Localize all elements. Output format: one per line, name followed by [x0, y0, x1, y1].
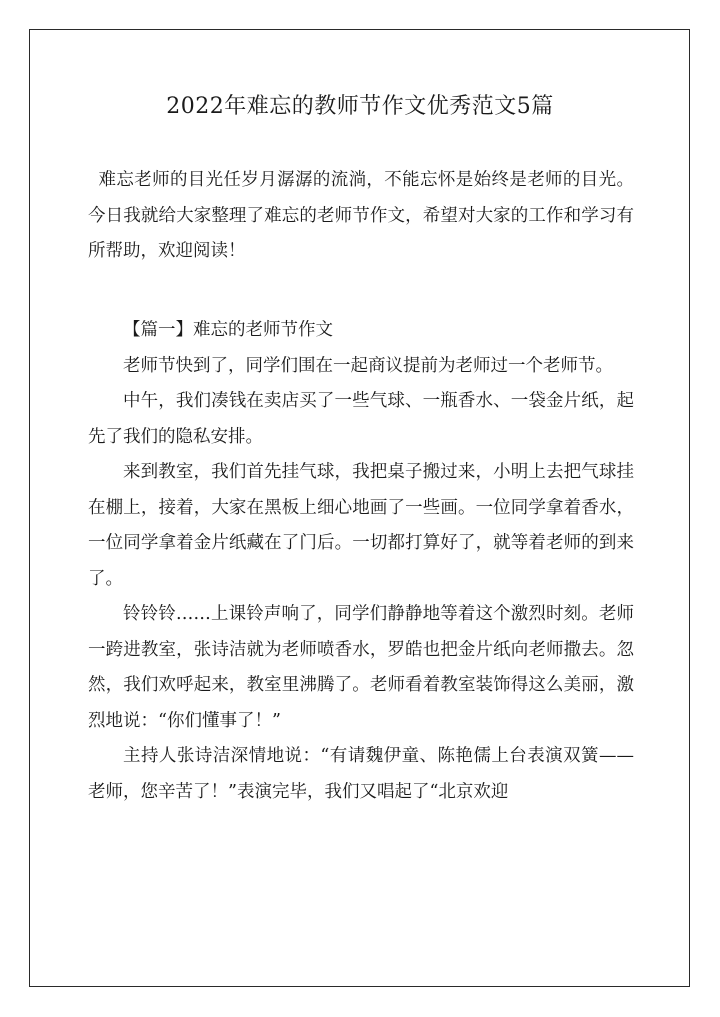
article-body [88, 313, 634, 810]
body-paragraph: 来到教室，我们首先挂气球，我把桌子搬过来，小明上去把气球挂在棚上，接着，大家在黑板上细心地画了一些画。一位同学拿着香水，一位同学拿着金片纸藏在了门后。一切都打算好了，就等着老师的到来了。 [88, 462, 634, 589]
body-paragraph: 老师节快到了，同学们围在一起商议提前为老师过一个老师节。 [123, 355, 613, 376]
section-heading: 【篇一】难忘的老师节作文 [123, 320, 333, 340]
document-title: 2022年难忘的教师节作文优秀范文5篇 [166, 94, 554, 119]
body-paragraph: 主持人张诗洁深情地说：“有请魏伊童、陈艳儒上台表演双簧——老师，您辛苦了！”表演完毕，我们又唱起了“北京欢迎 [88, 746, 634, 802]
body-paragraph: 中午，我们凑钱在卖店买了一些气球、一瓶香水、一袋金片纸，起先了我们的隐私安排。 [88, 391, 634, 447]
body-paragraph: 铃铃铃……上课铃声响了，同学们静静地等着这个激烈时刻。老师一跨进教室，张诗洁就为老师喷香水，罗皓也把金片纸向老师撒去。忽然，我们欢呼起来，教室里沸腾了。老师看着教室装饰得这么美丽，激烈地说：“你们懂事了！” [88, 604, 634, 731]
intro-paragraph: 难忘老师的目光任岁月潺潺的流淌，不能忘怀是始终是老师的目光。今日我就给大家整理了难忘的老师节作文，希望对大家的工作和学习有所帮助，欢迎阅读！ [88, 170, 634, 261]
